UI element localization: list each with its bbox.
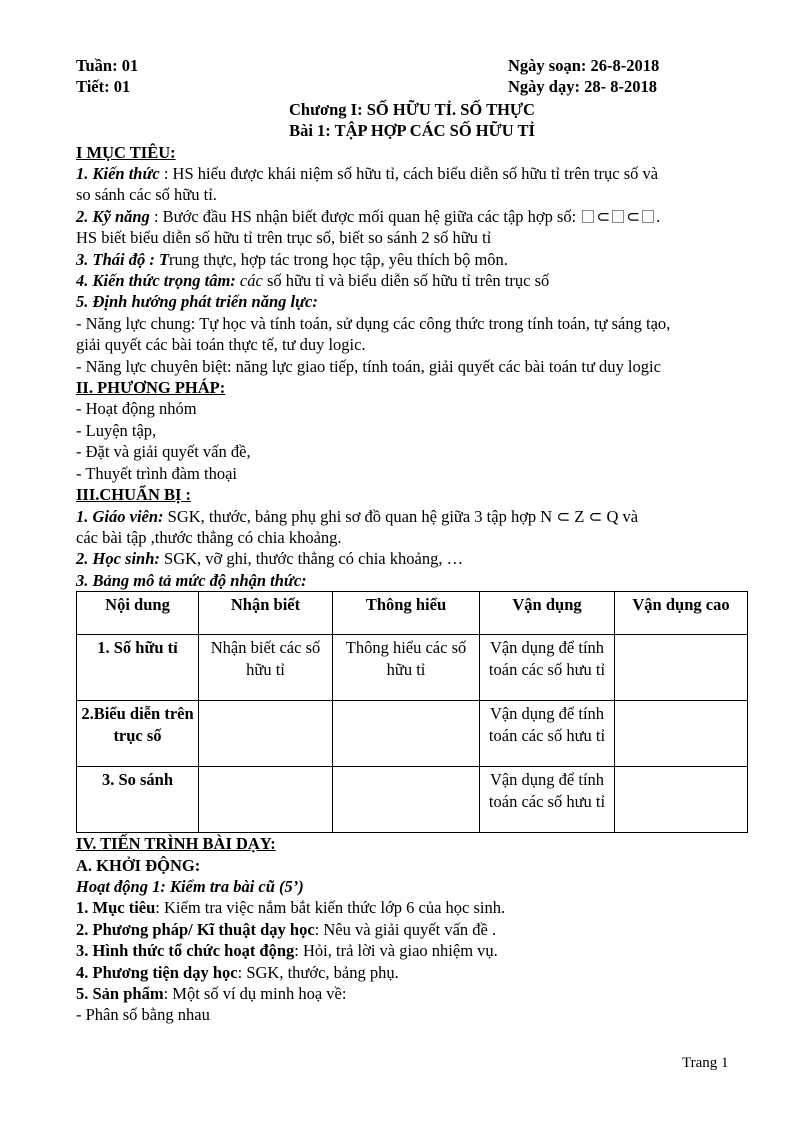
teacher-line [76,506,748,527]
table-header-cell: Vận dụng [480,592,615,635]
procedure-item-label: 4. Phương tiện dạy học [76,962,238,982]
cognition-table [76,591,748,833]
table-cell: Vận dụng để tính toán các số hưu tỉ [480,701,615,767]
table-header-row [77,592,748,635]
table-cell: Vận dụng để tính toán các số hưu tỉ [480,767,615,833]
table-header-cell: Nhận biết [199,592,333,635]
method-item: - Thuyết trình đàm thoại [76,463,237,483]
teacher-line-2: các bài tập ,thước thẳng có chia khoảng. [76,527,342,547]
table-cell: Vận dụng để tính toán các số hưu tỉ [480,635,615,701]
procedure-item [76,897,748,918]
student-line [76,548,748,569]
procedure-item-label: 3. Hình thức tổ chức hoạt động [76,941,295,961]
knowledge-line [76,163,748,184]
procedure-item [76,919,748,940]
set-symbol-icon [642,210,654,223]
method-item: - Đặt và giải quyết vấn đề, [76,442,251,462]
skill-text: : Bước đầu HS nhận biết được mối quan hệ giữa các tập hợp số: [149,206,581,226]
procedure-item [76,962,748,983]
objectives-heading: I MỤC TIÊU: [76,142,176,162]
header-row-1 [76,56,748,77]
skill-line: 2. Kỹ năng : Bước đầu HS nhận biết được mối quan hệ giữa các tập hợp số: ⊂ ⊂ . [76,206,661,226]
table-caption: 3. Bảng mô tả mức độ nhận thức: [76,570,307,590]
competency-general-2: giải quyết các bài toán thực tế, tư duy logic. [76,335,366,355]
procedure-item-text: : Hỏi, trả lời và giao nhiệm vụ. [294,941,498,961]
set-symbol-icon [582,210,594,223]
table-header-cell: Nội dung [77,592,199,635]
activity-1-heading: Hoạt động 1: Kiểm tra bài cũ (5’) [76,876,304,896]
focus-label: 4. Kiến thức trọng tâm: [76,271,236,291]
attitude-line [76,249,748,270]
table-cell [199,767,333,833]
table-cell: 1. Số hữu tỉ [77,635,199,701]
procedure-item [76,940,748,961]
page-number: Trang 1 [682,1055,729,1071]
procedure-heading: IV. TIẾN TRÌNH BÀI DẠY: [76,834,276,854]
methods-heading: II. PHƯƠNG PHÁP: [76,378,226,398]
attitude-text: rung thực, hợp tác trong học tập, yêu thích bộ môn. [169,249,508,269]
focus-line [76,270,748,291]
method-item: - Hoạt động nhóm [76,399,197,419]
procedure-item-label: 5. Sản phẩm [76,983,164,1003]
header-row-2 [76,77,748,98]
table-row [77,701,748,767]
table-cell: Nhận biết các số hữu tỉ [199,635,333,701]
competency-specific: - Năng lực chuyên biệt: năng lực giao tiếp, tính toán, giải quyết các bài toán tư duy logic [76,356,661,376]
teach-date: Ngày dạy: 28- 8-2018 [508,77,657,97]
week-label: Tuần: 01 [76,56,139,75]
attitude-label: 3. Thái độ : T [76,249,170,269]
lesson-title: Bài 1: TẬP HỢP CÁC SỐ HỮU TỈ [289,121,535,141]
student-label: 2. Học sinh: [76,549,160,569]
student-text: SGK, vỡ ghi, thước thẳng có chia khoảng, … [159,549,464,569]
table-cell [615,701,748,767]
table-row [77,635,748,701]
chapter-title: Chương I: SỐ HỮU TỈ. SỐ THỰC [289,99,535,119]
period-label: Tiết: 01 [76,77,131,97]
table-cell [333,767,480,833]
table-cell [615,635,748,701]
teacher-label: 1. Giáo viên: [76,506,164,526]
procedure-item-text: : Kiểm tra việc nắm bắt kiến thức lớp 6 của học sinh. [155,898,506,918]
procedure-bullet: - Phân số bằng nhau [76,1005,210,1025]
table-cell: Thông hiểu các số hữu tỉ [333,635,480,701]
focus-text: số hữu tỉ và biểu diễn số hữu tỉ trên trục số [262,271,550,291]
knowledge-text: : HS hiểu được khái niệm số hữu tỉ, cách biểu diễn số hữu tỉ trên trục số và [159,164,659,183]
focus-italic: các [235,271,263,291]
set-symbol-icon [612,210,624,223]
table-cell: 2.Biểu diễn trên trục số [77,701,199,767]
knowledge-line-2: so sánh các số hữu tỉ. [76,185,217,205]
procedure-item-text: : Một số ví dụ minh hoạ về: [163,983,347,1003]
table-cell [333,701,480,767]
document-page [76,56,748,1026]
table-row [77,767,748,833]
skill-label: 2. Kỹ năng [76,206,150,226]
knowledge-label: 1. Kiến thức [76,164,160,183]
part-a-heading: A. KHỞI ĐỘNG: [76,855,201,875]
procedure-item-label: 2. Phương pháp/ Kĩ thuật dạy học [76,919,315,939]
competency-heading: 5. Định hướng phát triển năng lực: [76,292,318,312]
table-cell: 3. So sánh [77,767,199,833]
competency-general: - Năng lực chung: Tự học và tính toán, sử dụng các công thức trong tính toán, tự sáng tạo, [76,313,671,333]
procedure-item-text: : Nêu và giải quyết vấn đề . [314,919,497,939]
skill-line-2: HS biết biểu diễn số hữu tỉ trên trục số, biết so sánh 2 số hữu tỉ [76,228,492,248]
table-header-cell: Thông hiểu [333,592,480,635]
table-cell [615,767,748,833]
preparation-heading: III.CHUẨN BỊ : [76,485,192,505]
procedure-item [76,983,748,1004]
prep-date: Ngày soạn: 26-8-2018 [508,56,660,75]
procedure-item-label: 1. Mục tiêu [76,898,156,918]
table-cell [199,701,333,767]
method-item: - Luyện tập, [76,420,157,440]
procedure-item-text: : SGK, thước, bảng phụ. [237,962,399,982]
table-header-cell: Vận dụng cao [615,592,748,635]
teacher-text: SGK, thước, bảng phụ ghi sơ đồ quan hệ giữa 3 tập hợp N ⊂ Z ⊂ Q và [163,506,639,526]
